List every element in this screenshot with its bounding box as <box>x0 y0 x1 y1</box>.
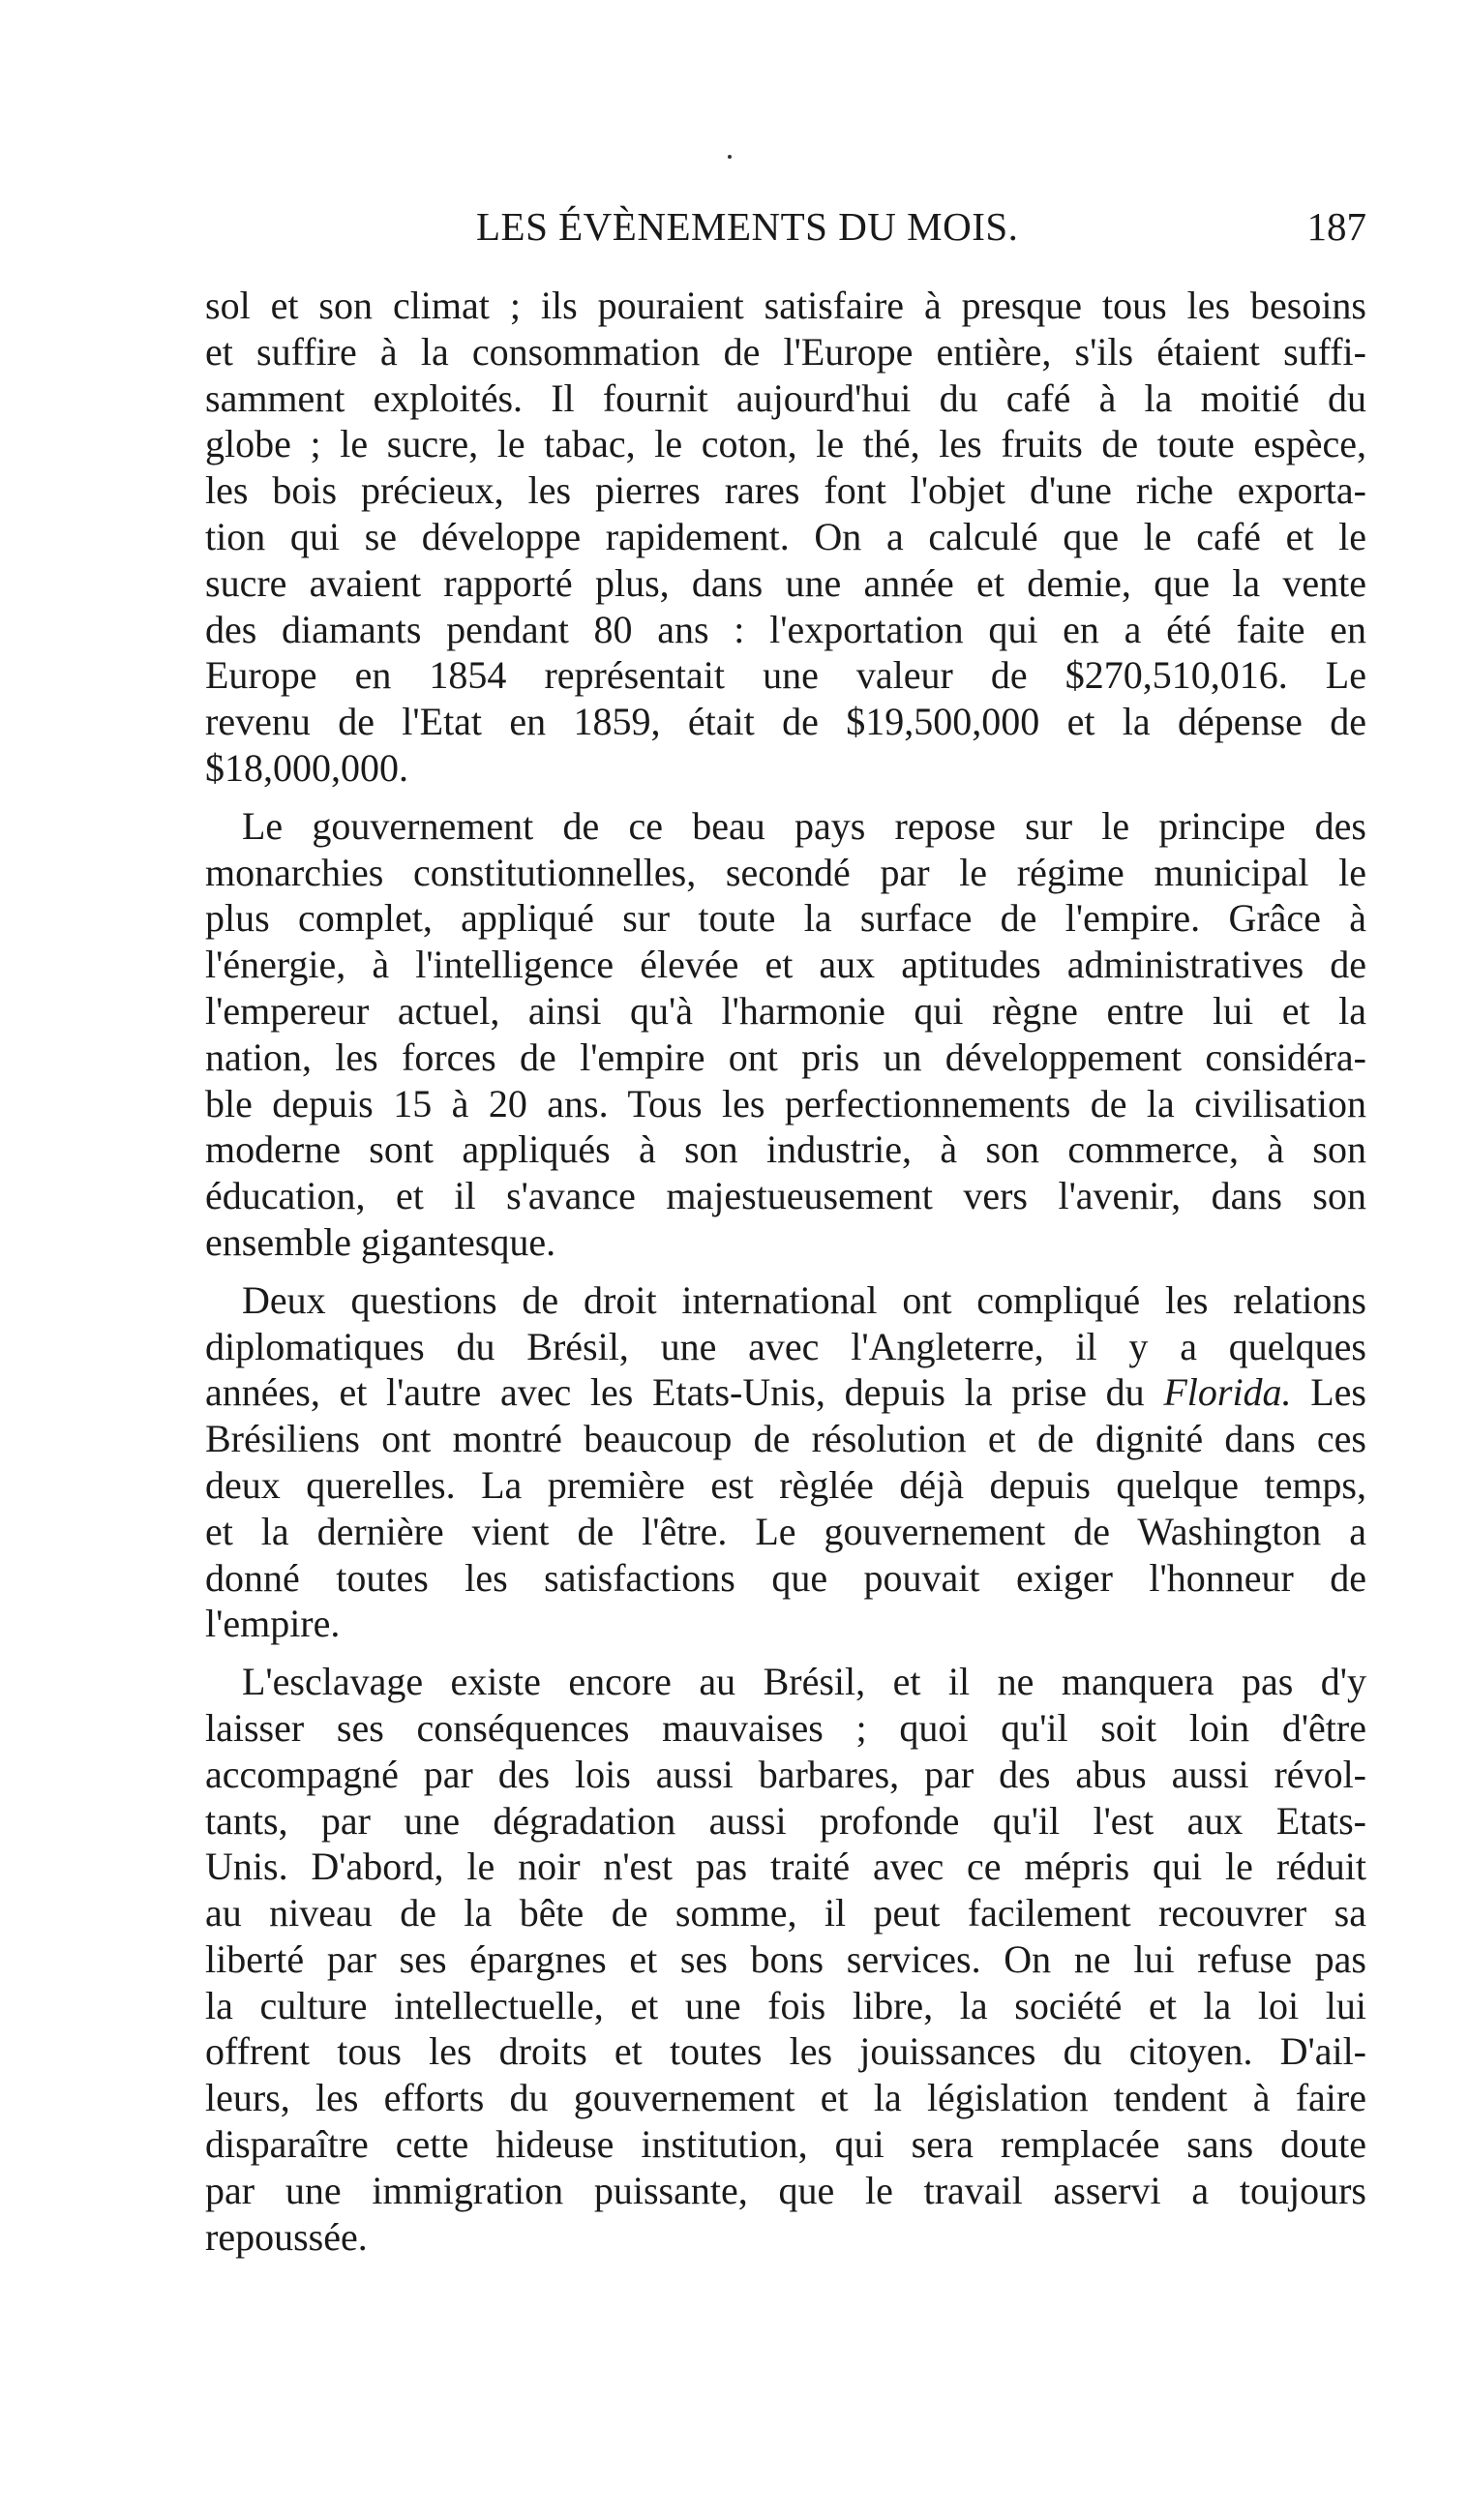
text-line: accompagné par des lois aussi barbares, par des abus aussi révol- <box>205 1752 1366 1796</box>
text-line: revenu de l'Etat en 1859, était de $19,500,000 et la dépense de <box>205 700 1366 744</box>
running-head: LES ÉVÈNEMENTS DU MOIS. <box>476 204 1019 249</box>
text-line: L'esclavage existe encore au Brésil, et il ne manquera pas d'y <box>242 1660 1366 1704</box>
paragraph <box>205 803 1366 1266</box>
text-line: ensemble gigantesque. <box>205 1219 556 1264</box>
page-header <box>205 203 1366 261</box>
text-line: deux querelles. La première est règlée déjà depuis quelque temps, <box>205 1462 1366 1507</box>
text-run: années, et l'autre avec les Etats-Unis, depuis la prise du <box>205 1370 1164 1415</box>
paragraph <box>205 1277 1366 1647</box>
text-line: les bois précieux, les pierres rares font l'objet d'une riche exporta- <box>205 468 1366 513</box>
text-run: Les <box>1291 1370 1366 1415</box>
text-line: samment exploités. Il fournit aujourd'hui du café à la moitié du <box>205 375 1366 420</box>
text-line: au niveau de la bête de somme, il peut facilement recouvrer sa <box>205 1891 1366 1935</box>
text-line: monarchies constitutionnelles, secondé par le régime municipal le <box>205 850 1366 894</box>
text-line: Unis. D'abord, le noir n'est pas traité avec ce mépris qui le réduit <box>205 1845 1366 1889</box>
text-line: la culture intellectuelle, et une fois libre, la société et la loi lui <box>205 1983 1366 2027</box>
text-line: liberté par ses épargnes et ses bons services. On ne lui refuse pas <box>205 1936 1366 1981</box>
text-line: moderne sont appliqués à son industrie, à son commerce, à son <box>205 1127 1366 1172</box>
text-line: tants, par une dégradation aussi profonde qu'il l'est aux Etats- <box>205 1798 1366 1843</box>
text-line: donné toutes les satisfactions que pouvait exiger l'honneur de <box>205 1555 1366 1600</box>
text-line: globe ; le sucre, le tabac, le coton, le thé, les fruits de toute espèce, <box>205 422 1366 466</box>
text-line: sol et son climat ; ils pouraient satisfaire à presque tous les besoins <box>205 284 1366 327</box>
text-line: tion qui se développe rapidement. On a calculé que le café et le <box>205 514 1366 558</box>
print-speck <box>728 155 732 159</box>
text-line: repoussée. <box>205 2214 368 2259</box>
text-line: Brésiliens ont montré beaucoup de résolution et de dignité dans ces <box>205 1417 1366 1461</box>
text-line: diplomatiques du Brésil, une avec l'Angleterre, il y a quelques <box>205 1324 1366 1368</box>
text-line: l'énergie, à l'intelligence élevée et aux aptitudes administratives de <box>205 943 1366 987</box>
ship-name: Florida. <box>1163 1370 1292 1415</box>
text-line: plus complet, appliqué sur toute la surface de l'empire. Grâce à <box>205 896 1366 941</box>
text-line: disparaître cette hideuse institution, qui sera remplacée sans doute <box>205 2122 1366 2167</box>
text-line: Europe en 1854 représentait une valeur de $270,510,016. Le <box>205 653 1366 698</box>
page-number: 187 <box>1306 204 1366 249</box>
body-text <box>205 283 1366 2271</box>
text-line: Deux questions de droit international ont compliqué les relations <box>242 1277 1366 1322</box>
text-line: ble depuis 15 à 20 ans. Tous les perfectionnements de la civilisation <box>205 1081 1366 1125</box>
text-line: nation, les forces de l'empire ont pris un développement considéra- <box>205 1035 1366 1079</box>
text-line: et suffire à la consommation de l'Europe entière, s'ils étaient suffi- <box>205 329 1366 374</box>
text-line: offrent tous les droits et toutes les jouissances du citoyen. D'ail- <box>205 2029 1366 2074</box>
text-line: Le gouvernement de ce beau pays repose sur le principe des <box>242 803 1366 848</box>
text-line: l'empire. <box>205 1602 341 1646</box>
text-line: laisser ses conséquences mauvaises ; quoi qu'il soit loin d'être <box>205 1705 1366 1750</box>
text-line: $18,000,000. <box>205 745 408 790</box>
text-line: et la dernière vient de l'être. Le gouvernement de Washington a <box>205 1509 1366 1553</box>
text-line: éducation, et il s'avance majestueusement vers l'avenir, dans son <box>205 1174 1366 1218</box>
paragraph <box>205 1659 1366 2260</box>
paragraph <box>205 283 1366 792</box>
text-line: sucre avaient rapporté plus, dans une année et demie, que la vente <box>205 560 1366 605</box>
text-line: des diamants pendant 80 ans : l'exportation qui en a été faite en <box>205 607 1366 651</box>
text-line <box>205 1369 1366 1416</box>
text-line: leurs, les efforts du gouvernement et la législation tendent à faire <box>205 2076 1366 2120</box>
text-line: l'empereur actuel, ainsi qu'à l'harmonie qui règne entre lui et la <box>205 988 1366 1033</box>
text-line: par une immigration puissante, que le travail asservi a toujours <box>205 2168 1366 2212</box>
